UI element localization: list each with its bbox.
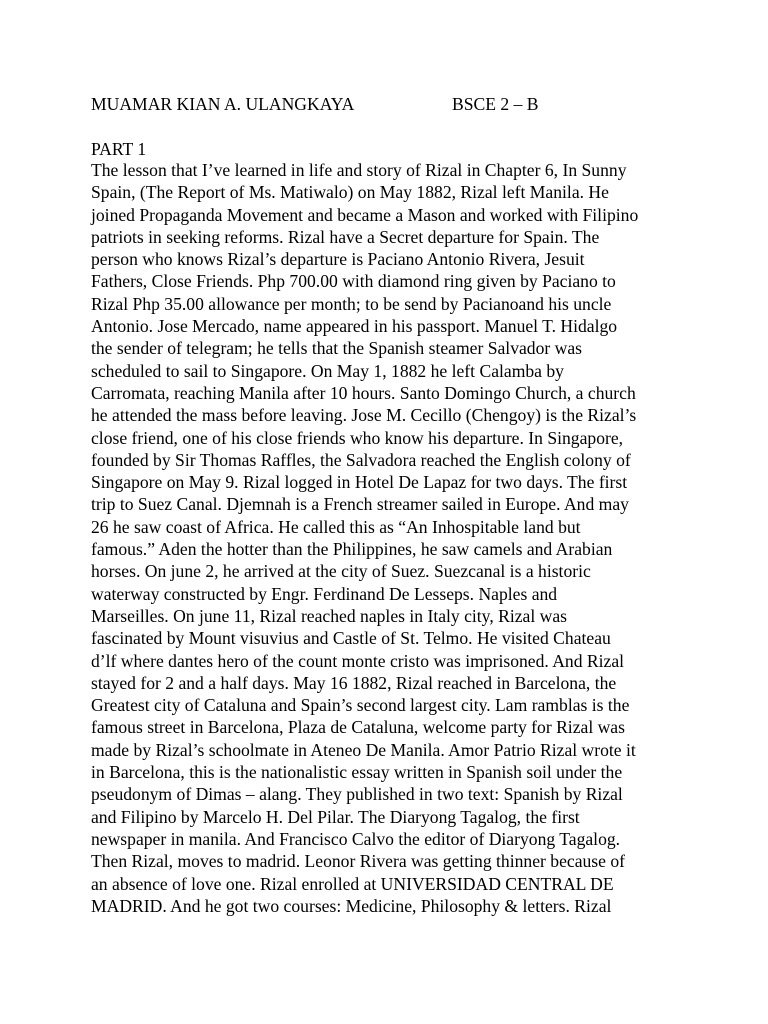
essay-line: and Filipino by Marcelo H. Del Pilar. The Diaryong Tagalog, the first	[91, 806, 580, 827]
essay-line: famous street in Barcelona, Plaza de Cataluna, welcome party for Rizal was	[91, 717, 625, 738]
essay-line: The lesson that I’ve learned in life and story of Rizal in Chapter 6, In Sunny	[91, 160, 627, 180]
essay-line: person who knows Rizal’s departure is Paciano Antonio Rivera, Jesuit	[91, 249, 585, 270]
essay-line: Rizal Php 35.00 allowance per month; to be send by Pacianoand his uncle	[91, 293, 612, 314]
essay-line: trip to Suez Canal. Djemnah is a French streamer sailed in Europe. And may	[91, 494, 629, 515]
essay-line: founded by Sir Thomas Raffles, the Salvadora reached the English colony of	[91, 449, 631, 470]
essay-line: Singapore on May 9. Rizal logged in Hotel De Lapaz for two days. The first	[91, 472, 628, 493]
essay-line: horses. On june 2, he arrived at the city of Suez. Suezcanal is a historic	[91, 561, 591, 582]
essay-line: stayed for 2 and a half days. May 16 1882, Rizal reached in Barcelona, the	[91, 672, 617, 693]
essay-line: famous.” Aden the hotter than the Philippines, he saw camels and Arabian	[91, 539, 613, 560]
essay-line: an absence of love one. Rizal enrolled at UNIVERSIDAD CENTRAL DE	[91, 873, 614, 894]
essay-line: Marseilles. On june 11, Rizal reached naples in Italy city, Rizal was	[91, 605, 568, 626]
document-header	[91, 92, 711, 116]
essay-line: in Barcelona, this is the nationalistic essay written in Spanish soil under the	[91, 762, 623, 783]
essay-line: pseudonym of Dimas – alang. They published in two text: Spanish by Rizal	[91, 784, 623, 805]
essay-body	[91, 159, 691, 917]
essay-line: close friend, one of his close friends who know his departure. In Singapore,	[91, 427, 624, 448]
part-heading: PART 1	[91, 139, 147, 159]
essay-line: joined Propaganda Movement and became a Mason and worked with Filipino	[91, 204, 639, 225]
essay-line: Carromata, reaching Manila after 10 hours. Santo Domingo Church, a church	[91, 382, 636, 403]
essay-line: made by Rizal’s schoolmate in Ateneo De Manila. Amor Patrio Rizal wrote it	[91, 739, 636, 760]
essay-line: fascinated by Mount visuvius and Castle of St. Telmo. He visited Chateau	[91, 628, 611, 649]
essay-line: Antonio. Jose Mercado, name appeared in his passport. Manuel T. Hidalgo	[91, 316, 618, 337]
essay-line: Then Rizal, moves to madrid. Leonor Rivera was getting thinner because of	[91, 851, 626, 872]
essay-line: Spain, (The Report of Ms. Matiwalo) on May 1882, Rizal left Manila. He	[91, 182, 609, 203]
essay-line: MADRID. And he got two courses: Medicine, Philosophy & letters. Rizal	[91, 895, 612, 916]
essay-line: patriots in seeking reforms. Rizal have a Secret departure for Spain. The	[91, 226, 600, 247]
course-section: BSCE 2 – B	[452, 94, 539, 114]
essay-line: d’lf where dantes hero of the count monte cristo was imprisoned. And Rizal	[91, 650, 625, 671]
essay-line: he attended the mass before leaving. Jose M. Cecillo (Chengoy) is the Rizal’s	[91, 405, 637, 426]
essay-line: 26 he saw coast of Africa. He called this as “An Inhospitable land but	[91, 516, 581, 537]
essay-line: the sender of telegram; he tells that the Spanish steamer Salvador was	[91, 338, 583, 359]
essay-line: Greatest city of Cataluna and Spain’s second largest city. Lam ramblas is the	[91, 695, 630, 716]
essay-line: waterway constructed by Engr. Ferdinand De Lesseps. Naples and	[91, 583, 558, 604]
essay-line: scheduled to sail to Singapore. On May 1, 1882 he left Calamba by	[91, 360, 564, 381]
author-name: MUAMAR KIAN A. ULANGKAYA	[91, 94, 355, 114]
essay-line: newspaper in manila. And Francisco Calvo the editor of Diaryong Tagalog.	[91, 828, 621, 849]
essay-line: Fathers, Close Friends. Php 700.00 with diamond ring given by Paciano to	[91, 271, 616, 292]
